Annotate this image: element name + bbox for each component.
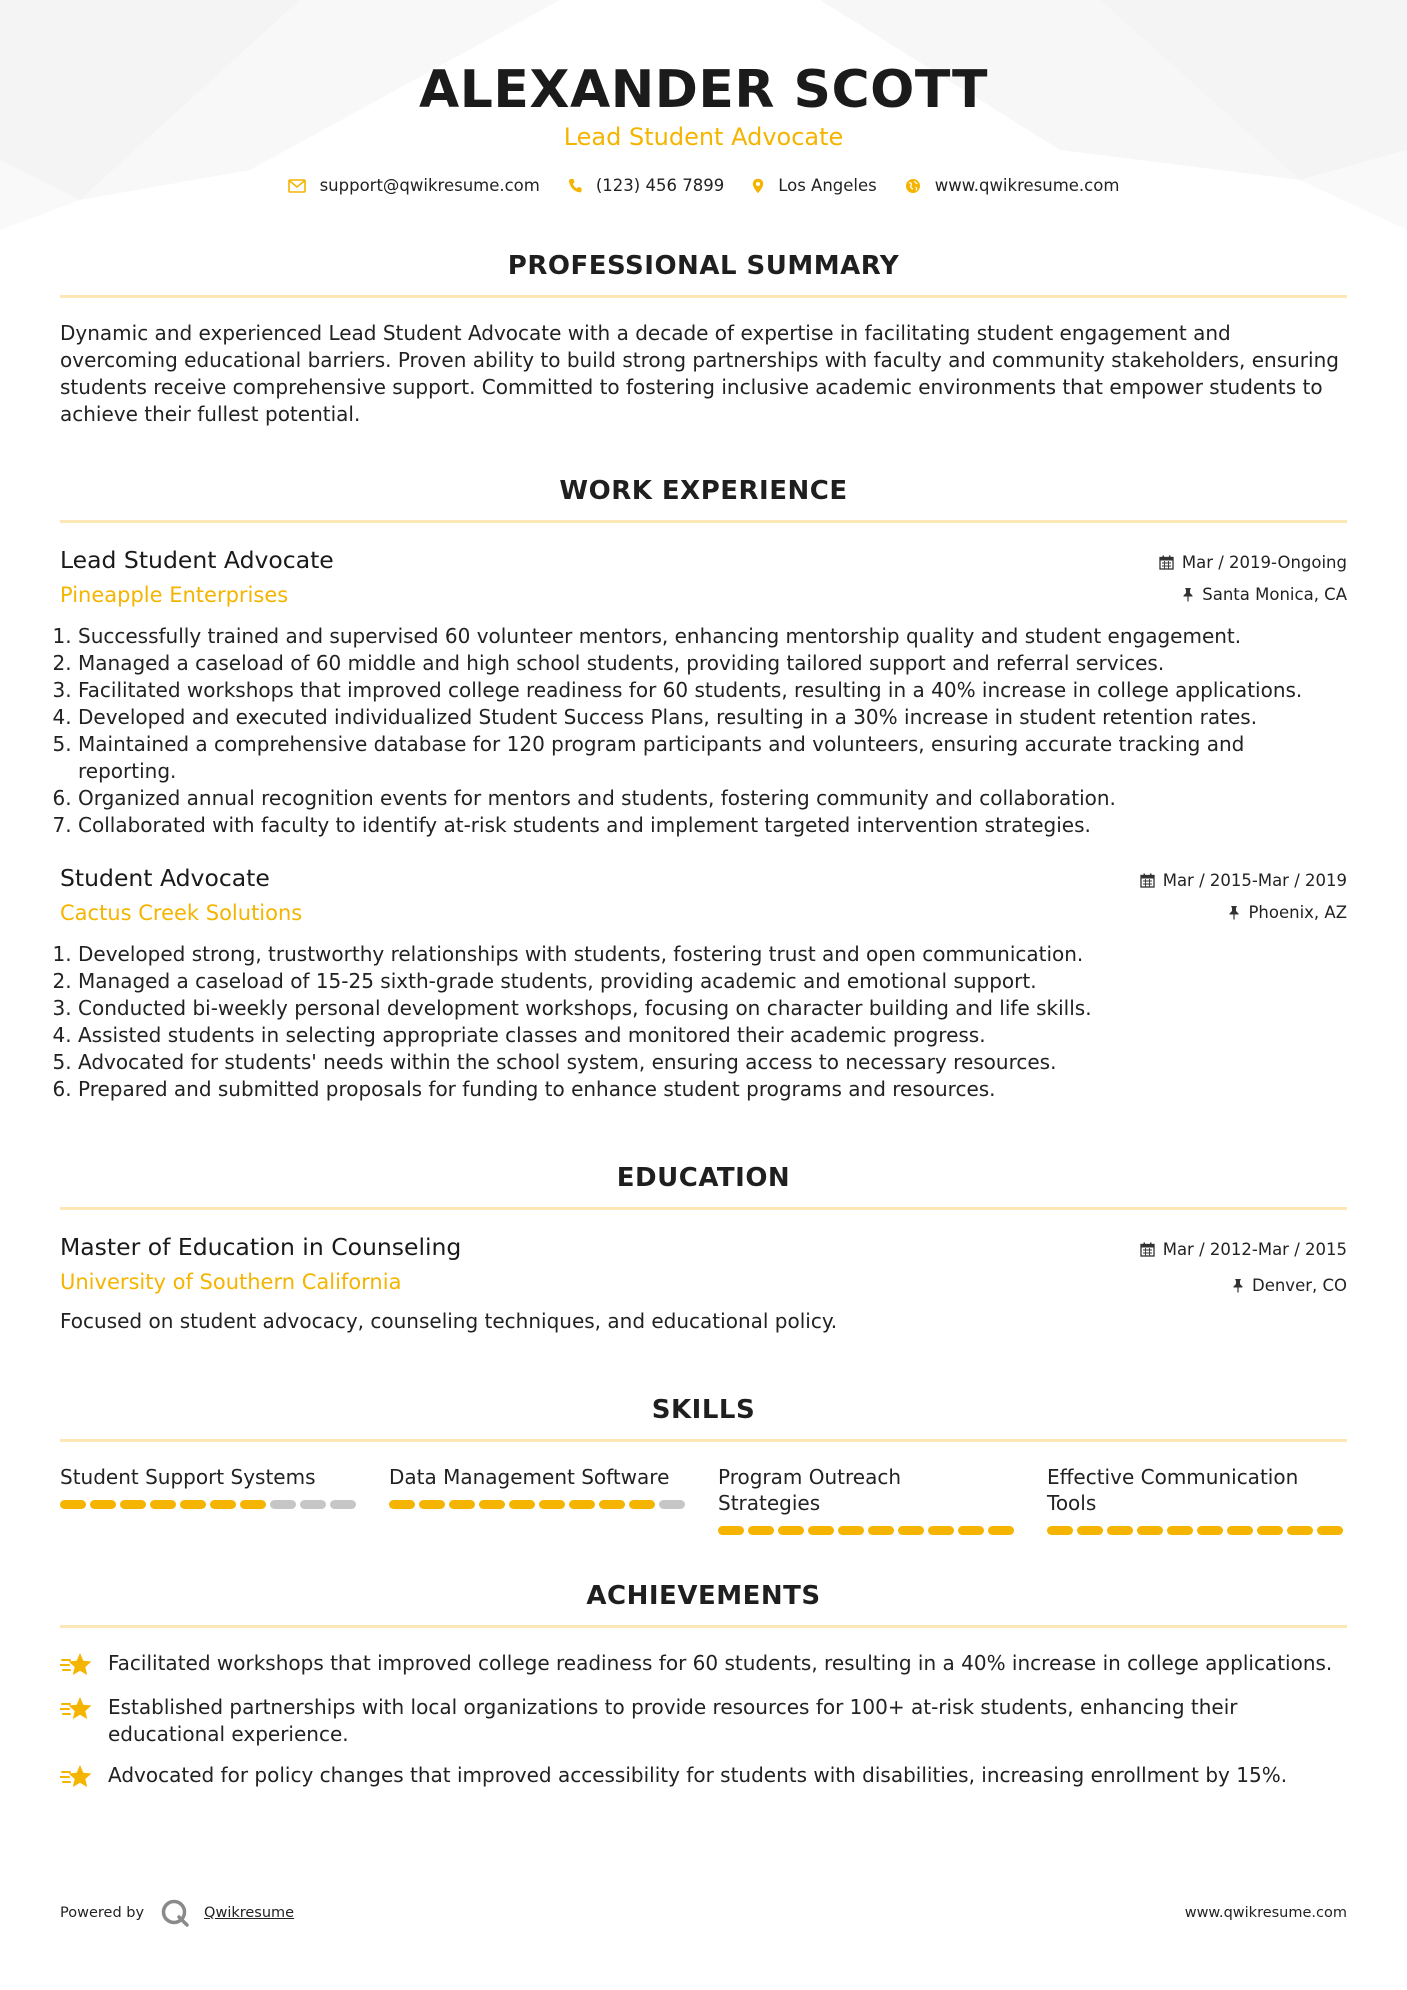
skill-level-dot [1137,1526,1163,1535]
skill-level-dot [1227,1526,1253,1535]
star-icon [60,1696,92,1724]
skill-level-dot [1107,1526,1133,1535]
experience-section [60,476,1347,1103]
page-footer [60,1898,1347,1928]
skill-name: Data Management Software [389,1465,670,1489]
skill-level-dot [240,1500,266,1509]
contact-phone[interactable] [568,176,724,195]
calendar-icon [1140,1242,1155,1257]
summary-heading: PROFESSIONAL SUMMARY [507,251,900,281]
skill-item [389,1464,689,1535]
phone-text: (123) 456 7899 [595,176,725,195]
achievement-text: Facilitated workshops that improved college readiness for 60 students, resulting in a 40% increase in college applications. [108,1651,1333,1675]
skills-heading: SKILLS [651,1395,756,1425]
experience-heading: WORK EXPERIENCE [559,476,848,506]
degree-title: Master of Education in Counseling [60,1233,462,1261]
job-location [1159,583,1347,605]
list-item: 1. Developed strong, trustworthy relationships with students, fostering trust and open communication. [78,941,1347,968]
skill-level-dot [958,1526,984,1535]
job-bullets [60,623,1347,839]
skill-level-dot [629,1500,655,1509]
education-heading: EDUCATION [616,1163,791,1193]
job-company: Cactus Creek Solutions [60,901,303,925]
section-divider [60,295,1347,298]
contact-bar [60,176,1347,195]
location-text: Los Angeles [778,176,877,195]
job-entry [60,545,1347,839]
summary-text: Dynamic and experienced Lead Student Advocate with a decade of expertise in facilitating student engagement and overcoming educational barriers. Proven ability to build strong partnerships with faculty and community stakeholders, ensuring students receive comprehensive support. Committed to fostering inclusive academic environments that empower students to achieve their fullest potential. [60,321,1339,426]
skill-level-dot [509,1500,535,1509]
skill-level-dot [1047,1526,1073,1535]
skills-section [60,1395,1347,1535]
contact-email[interactable] [288,176,540,195]
powered-by-label: Powered by [60,1905,145,1921]
skill-level-dot [270,1500,296,1509]
list-item: 6. Prepared and submitted proposals for funding to enhance student programs and resources. [78,1076,1347,1103]
pushpin-icon [1182,587,1194,602]
achievement-item [60,1762,1347,1792]
skill-level-dot [778,1526,804,1535]
education-entry [60,1232,1347,1335]
summary-section [60,251,1347,428]
email-text: support@qwikresume.com [319,176,540,195]
job-dates-text: Mar / 2015-Mar / 2019 [1162,870,1347,890]
list-item: 4. Assisted students in selecting appropriate classes and monitored their academic progress. [78,1022,1347,1049]
contact-website[interactable] [905,176,1120,195]
skill-level-dot [1257,1526,1283,1535]
list-item: 3. Facilitated workshops that improved college readiness for 60 students, resulting in a 40% increase in college applications. [78,677,1347,704]
qwikresume-logo-icon [160,1898,190,1928]
list-item: 1. Successfully trained and supervised 60 volunteer mentors, enhancing mentorship quality and student engagement. [78,623,1347,650]
skill-level-dot [1077,1526,1103,1535]
skill-level-dot [1317,1526,1343,1535]
skill-level-dot [479,1500,505,1509]
skill-level-bar [718,1526,1018,1535]
achievement-text: Established partnerships with local organizations to provide resources for 100+ at-risk students, enhancing their educational experience. [108,1695,1238,1746]
globe-icon [905,178,921,194]
skill-level-dot [419,1500,445,1509]
candidate-title: Lead Student Advocate [563,123,844,151]
skill-level-dot [659,1500,685,1509]
skills-grid [60,1464,1347,1535]
skill-level-dot [90,1500,116,1509]
achievements-heading: ACHIEVEMENTS [586,1581,821,1611]
resume-header [60,0,1347,195]
skill-level-dot [60,1500,86,1509]
skill-level-dot [748,1526,774,1535]
job-company: Pineapple Enterprises [60,583,289,607]
education-description: Focused on student advocacy, counseling techniques, and educational policy. [60,1309,838,1333]
skill-level-dot [988,1526,1014,1535]
skill-level-dot [1167,1526,1193,1535]
list-item: 5. Advocated for students' needs within the school system, ensuring access to necessary resources. [78,1049,1347,1076]
skill-level-dot [808,1526,834,1535]
skill-level-dot [210,1500,236,1509]
list-item: 4. Developed and executed individualized Student Success Plans, resulting in a 30% increase in student retention rates. [78,704,1347,731]
skill-level-dot [838,1526,864,1535]
skill-name: Program Outreach Strategies [718,1465,902,1515]
job-dates [1140,869,1347,891]
skill-level-dot [539,1500,565,1509]
section-divider [60,1439,1347,1442]
job-entry [60,863,1347,1103]
list-item: 2. Managed a caseload of 60 middle and high school students, providing tailored support and referral services. [78,650,1347,677]
job-title: Lead Student Advocate [60,546,334,574]
skill-item [718,1464,1018,1535]
pushpin-icon [1228,905,1240,920]
skill-level-dot [180,1500,206,1509]
achievements-list [60,1650,1347,1792]
contact-location [752,176,877,195]
skill-level-dot [898,1526,924,1535]
job-dates-text: Mar / 2019-Ongoing [1181,552,1347,572]
pushpin-icon [1232,1278,1244,1293]
skill-name: Effective Communication Tools [1047,1465,1299,1515]
envelope-icon [288,179,306,193]
skill-level-bar [389,1500,689,1509]
star-icon [60,1764,92,1792]
skill-level-dot [120,1500,146,1509]
education-dates [1140,1238,1347,1260]
calendar-icon [1159,555,1174,570]
achievements-section [60,1581,1347,1792]
school-name: University of Southern California [60,1270,402,1294]
job-location [1140,901,1347,923]
star-icon [60,1652,92,1680]
section-divider [60,1625,1347,1628]
skill-level-bar [1047,1526,1347,1535]
achievement-text: Advocated for policy changes that improved accessibility for students with disabilities, increasing enrollment by 15%. [108,1763,1288,1787]
section-divider [60,520,1347,523]
skill-level-dot [389,1500,415,1509]
skill-level-dot [569,1500,595,1509]
list-item: 3. Conducted bi-weekly personal development workshops, focusing on character building and life skills. [78,995,1347,1022]
skill-item [1047,1464,1347,1535]
website-text: www.qwikresume.com [934,176,1120,195]
skill-level-dot [868,1526,894,1535]
education-location-text: Denver, CO [1251,1275,1347,1295]
skill-item [60,1464,360,1535]
skill-name: Student Support Systems [60,1465,316,1489]
job-dates [1159,551,1347,573]
skill-level-dot [150,1500,176,1509]
list-item: 2. Managed a caseload of 15-25 sixth-grade students, providing academic and emotional support. [78,968,1347,995]
job-location-text: Phoenix, AZ [1248,902,1347,922]
skill-level-dot [449,1500,475,1509]
job-bullets [60,941,1347,1103]
list-item: 7. Collaborated with faculty to identify at-risk students and implement targeted intervention strategies. [78,812,1347,839]
job-title: Student Advocate [60,864,270,892]
skill-level-dot [599,1500,625,1509]
skill-level-bar [60,1500,360,1509]
map-pin-icon [752,178,764,194]
skill-level-dot [718,1526,744,1535]
list-item: 5. Maintained a comprehensive database for 120 program participants and volunteers, ensuring accurate tracking and reporting. [78,731,1347,785]
skill-level-dot [330,1500,356,1509]
achievement-item [60,1650,1347,1680]
footer-website[interactable]: www.qwikresume.com [1184,1905,1347,1921]
education-location [1140,1274,1347,1296]
section-divider [60,1207,1347,1210]
skill-level-dot [928,1526,954,1535]
skill-level-dot [1197,1526,1223,1535]
candidate-name: ALEXANDER SCOTT [418,60,989,120]
skill-level-dot [1287,1526,1313,1535]
list-item: 6. Organized annual recognition events for mentors and students, fostering community and collaboration. [78,785,1347,812]
education-section [60,1163,1347,1335]
qwikresume-link[interactable]: Qwikresume [204,1905,295,1921]
calendar-icon [1140,873,1155,888]
achievement-item [60,1694,1347,1748]
education-dates-text: Mar / 2012-Mar / 2015 [1162,1239,1347,1259]
job-location-text: Santa Monica, CA [1202,584,1347,604]
phone-icon [568,178,582,194]
skill-level-dot [300,1500,326,1509]
